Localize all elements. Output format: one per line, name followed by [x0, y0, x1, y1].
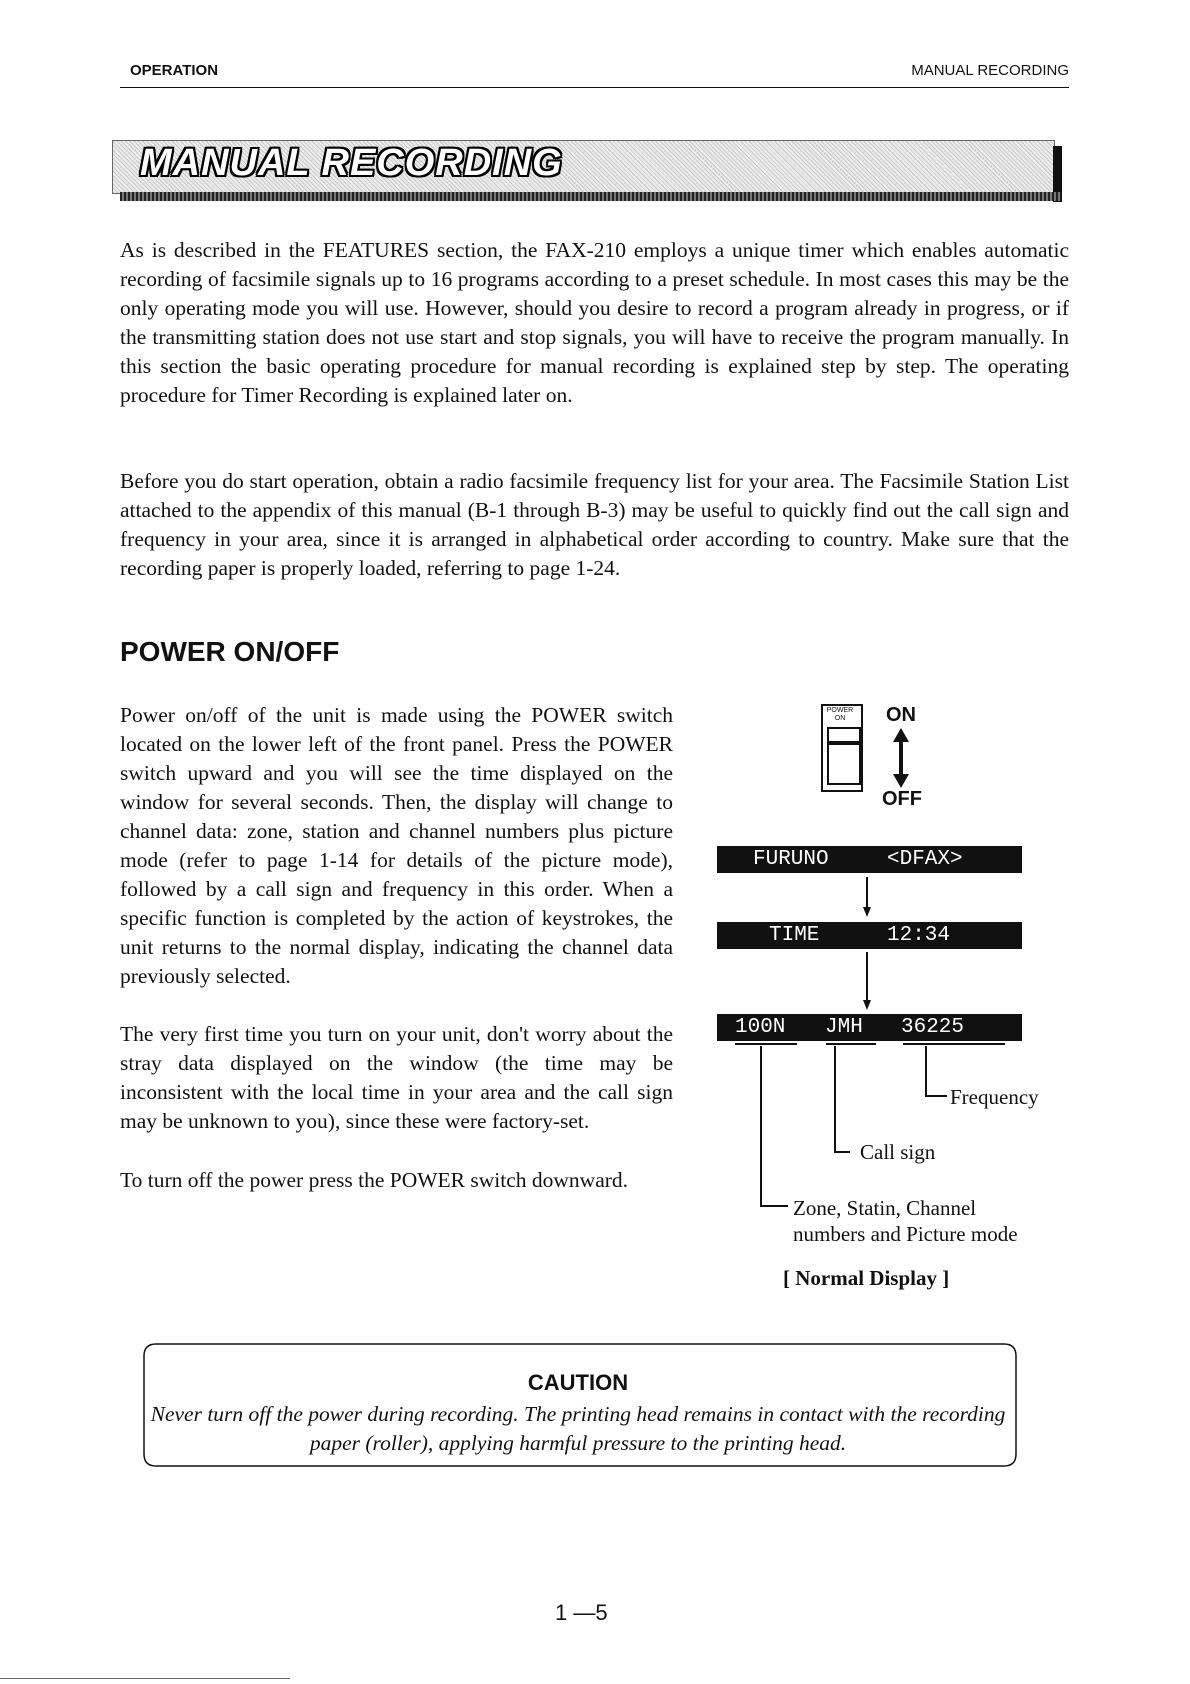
header-rule	[120, 87, 1069, 88]
power-paragraph-2: The very first time you turn on your unit, don't worry about the stray data displayed on the window (the time may be inconsistent with the local time in your area and the call sign may be unknown to you), since these were factory-set.	[120, 1022, 673, 1133]
caution-text: Never turn off the power during recording. The printing head remains in contact with the recording paper (roller), applying harmful pressure to the printing head.	[150, 1402, 1006, 1455]
caution-title: CAUTION	[527, 1370, 629, 1395]
power-paragraph-1: Power on/off of the unit is made using the POWER switch located on the lower left of the front panel. Press the POWER switch upward and you will see the time displayed on the window for several seconds. Then, the display will change to channel data: zone, station and channel numbers plus picture mode (refer to page 1-14 for details of the picture mode), followed by a call sign and frequency in this order. When a specific function is completed by the action of keystrokes, the unit returns to the normal display, indicating the channel data previously selected.	[120, 703, 673, 988]
lcd-time-label: TIME	[769, 924, 820, 947]
callsign-label: Call sign	[860, 1140, 936, 1164]
up-down-arrow-icon	[889, 728, 913, 788]
lcd-frequency: 36225	[901, 1016, 965, 1039]
figure-caption: [ Normal Display ]	[783, 1266, 950, 1290]
leader-zone-h	[760, 1205, 788, 1207]
leader-frequency-v	[925, 1046, 927, 1096]
zone-label-line2: numbers and Picture mode	[793, 1222, 1018, 1246]
switch-rocker-bottom	[827, 743, 861, 785]
footer-rule	[0, 1678, 290, 1679]
underline-frequency	[903, 1043, 1005, 1045]
lcd-time-value: 12:34	[887, 924, 951, 947]
switch-label-line1: POWER	[826, 707, 854, 714]
intro-paragraph-2: Before you do start operation, obtain a radio facsimile frequency list for your area. The Facsimile Station List attached to the appendix of this manual (B-1 through B-3) may be useful to quickly find out the call sign and frequency in your area, since it is arranged in alphabetical order according to country. Make sure that the recording paper is properly loaded, referring to page 1-24.	[120, 469, 1069, 580]
on-label: ON	[886, 704, 916, 726]
down-arrow-icon	[862, 877, 872, 917]
page-title: MANUAL RECORDING	[140, 142, 563, 184]
lcd-splash-right: <DFAX>	[887, 848, 963, 871]
power-paragraph-3: To turn off the power press the POWER switch downward.	[120, 1168, 629, 1192]
underline-channel	[735, 1043, 797, 1045]
down-arrow-icon	[862, 952, 872, 1010]
header-section: OPERATION	[130, 62, 219, 79]
frequency-label: Frequency	[950, 1085, 1039, 1109]
header-topic: MANUAL RECORDING	[911, 62, 1069, 79]
leader-callsign-h	[834, 1151, 850, 1153]
intro-paragraph-1: As is described in the FEATURES section, the FAX-210 employs a unique timer which enables automatic recording of facsimile signals up to 16 programs according to a preset schedule. In most cases this may be the only operating mode you will use. However, should you desire to record a program already in progress, or if the transmitting station does not use start and stop signals, you will have to receive the program manually. In this section the basic operating procedure for manual recording is explained step by step. The operating procedure for Timer Recording is explained later on.	[120, 238, 1069, 407]
leader-callsign-v	[834, 1046, 836, 1152]
lcd-channel: 100N	[735, 1016, 786, 1039]
leader-frequency-h	[925, 1095, 947, 1097]
off-label: OFF	[882, 788, 922, 810]
leader-zone-v	[760, 1046, 762, 1206]
lcd-splash-left: FURUNO	[753, 848, 829, 871]
lcd-display-time	[717, 922, 1022, 949]
lcd-display-normal	[717, 1014, 1022, 1041]
zone-label	[793, 1195, 1018, 1247]
power-switch-label	[823, 707, 857, 723]
switch-label-line2: ON	[834, 715, 846, 722]
section-heading-power: POWER ON/OFF	[120, 636, 340, 667]
zone-label-line1: Zone, Statin, Channel	[793, 1196, 977, 1220]
lcd-callsign: JMH	[825, 1016, 863, 1039]
underline-callsign	[826, 1043, 876, 1045]
switch-rocker-top	[827, 727, 861, 743]
page-number: 1 —5	[555, 1600, 608, 1625]
lcd-display-splash	[717, 846, 1022, 873]
title-banner-shadow	[120, 192, 1061, 201]
